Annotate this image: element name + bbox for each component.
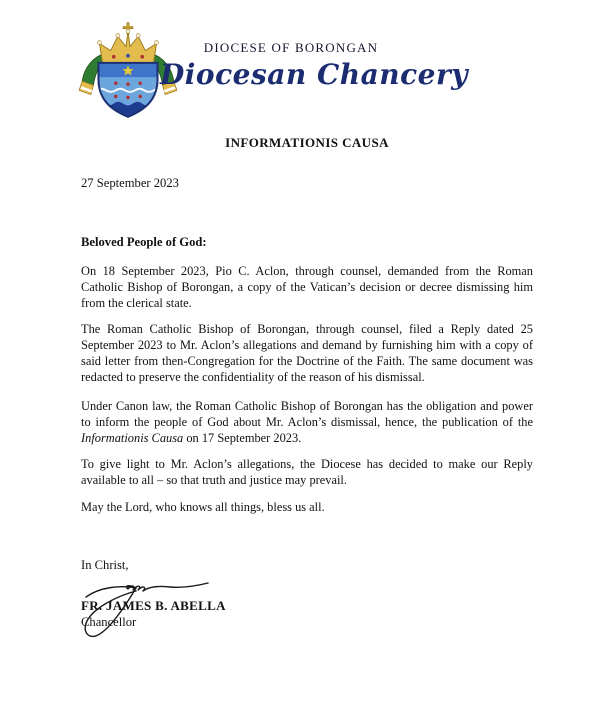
paragraph-3-text-end: on 17 September 2023. xyxy=(183,431,302,445)
letterhead-text xyxy=(160,40,468,91)
document-title: INFORMATIONIS CAUSA xyxy=(225,135,389,150)
salutation: Beloved People of God: xyxy=(81,235,207,249)
paragraph-3 xyxy=(81,398,533,446)
paragraph-4: To give light to Mr. Aclon’s allegations, the Diocese has decided to make our Reply available to all – so that truth and justice may prevail. xyxy=(81,457,533,487)
paragraph-5: May the Lord, who knows all things, bless us all. xyxy=(81,500,325,514)
letter-date: 27 September 2023 xyxy=(81,176,179,190)
signature-block xyxy=(81,598,533,630)
letterhead xyxy=(0,0,600,125)
paragraph-3-italic-term: Informationis Causa xyxy=(81,431,184,445)
crest-crown xyxy=(97,29,158,63)
chancery-name: Diocesan Chancery xyxy=(160,58,468,91)
signer-title: Chancellor xyxy=(81,615,137,629)
closing-line: In Christ, xyxy=(81,558,129,572)
signer-name: FR. JAMES B. ABELLA xyxy=(81,598,226,613)
paragraph-1: On 18 September 2023, Pio C. Aclon, through counsel, demanded from the Roman Catholic Bishop of Borongan, a copy of the Vatican’s decision or decree dismissing him from the clerical state. xyxy=(81,264,533,310)
paragraph-2: The Roman Catholic Bishop of Borongan, through counsel, filed a Reply dated 25 September 2023 to Mr. Aclon’s allegations and demand by furnishing him with a copy of said letter from then-Congregation for the Doctrine of the Faith. The same document was redacted to preserve the confidentiality of the reason of his dismissal. xyxy=(81,322,533,384)
crest-shield xyxy=(94,61,165,120)
diocese-name: DIOCESE OF BORONGAN xyxy=(203,40,379,55)
paragraph-3-text: Under Canon law, the Roman Catholic Bishop of Borongan has the obligation and power to inform the people of God about Mr. Aclon’s dismissal, hence, the publication of the xyxy=(81,399,533,429)
